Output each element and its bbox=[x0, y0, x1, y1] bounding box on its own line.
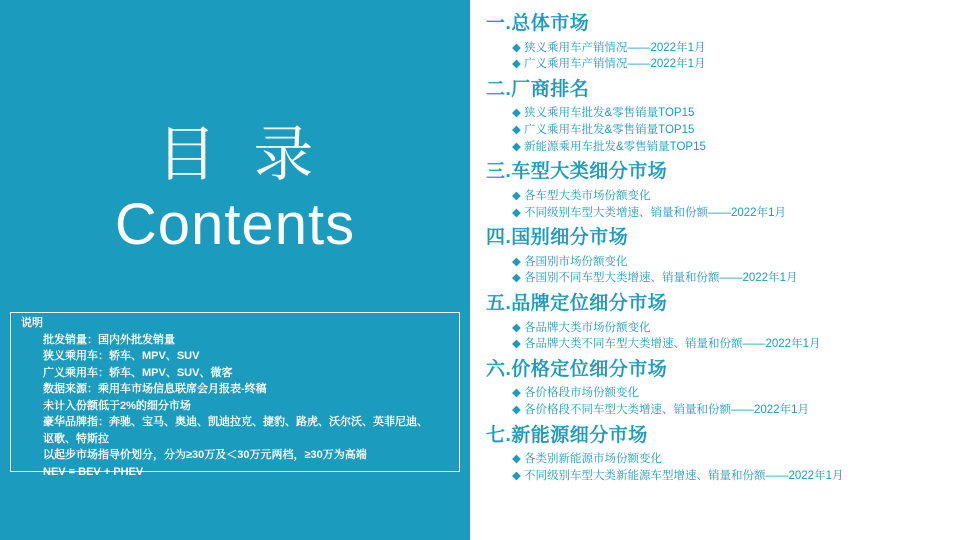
section-1 bbox=[486, 10, 952, 73]
list-item[interactable] bbox=[486, 336, 952, 353]
note-line: 广义乘用车：轿车、MPV、SUV、微客 bbox=[43, 366, 233, 379]
note-line: NEV = BEV + PHEV bbox=[43, 465, 144, 478]
section-4 bbox=[486, 224, 952, 287]
section-heading[interactable]: 五.品牌定位细分市场 bbox=[486, 293, 668, 315]
list-item[interactable] bbox=[486, 205, 952, 222]
diamond-bullet-icon: ◆ bbox=[512, 453, 521, 466]
note-line: 豪华品牌指：奔驰、宝马、奥迪、凯迪拉克、捷豹、路虎、沃尔沃、英菲尼迪、 bbox=[43, 416, 428, 429]
list-item[interactable] bbox=[486, 139, 952, 156]
diamond-bullet-icon: ◆ bbox=[512, 58, 521, 71]
diamond-bullet-icon: ◆ bbox=[512, 124, 521, 137]
list-item[interactable] bbox=[486, 105, 952, 122]
contents-list bbox=[470, 0, 960, 540]
diamond-bullet-icon: ◆ bbox=[512, 469, 521, 482]
list-item[interactable] bbox=[486, 385, 952, 402]
diamond-bullet-icon: ◆ bbox=[512, 107, 521, 120]
list-item[interactable] bbox=[486, 320, 952, 337]
section-heading[interactable]: 四.国别细分市场 bbox=[486, 227, 629, 249]
list-item-label: 不同级别车型大类新能源车型增速、销量和份额——2022年1月 bbox=[524, 469, 844, 482]
list-item[interactable] bbox=[486, 188, 952, 205]
diamond-bullet-icon: ◆ bbox=[512, 404, 521, 417]
list-item[interactable] bbox=[486, 451, 952, 468]
section-items bbox=[486, 188, 952, 221]
list-item-label: 广义乘用车批发&零售销量TOP15 bbox=[524, 124, 695, 137]
list-item-label: 狭义乘用车产销情况——2022年1月 bbox=[524, 41, 706, 54]
section-items bbox=[486, 385, 952, 418]
page-title bbox=[0, 120, 470, 257]
list-item-label: 各类别新能源市场份额变化 bbox=[524, 453, 662, 466]
section-items bbox=[486, 320, 952, 353]
diamond-bullet-icon: ◆ bbox=[512, 338, 521, 351]
page-title-en: Contents bbox=[114, 192, 356, 257]
section-items bbox=[486, 451, 952, 484]
diamond-bullet-icon: ◆ bbox=[512, 255, 521, 268]
list-item-label: 各价格段市场份额变化 bbox=[524, 387, 639, 400]
section-items bbox=[486, 105, 952, 155]
section-heading[interactable]: 三.车型大类细分市场 bbox=[486, 161, 668, 183]
note-line: 讴歌、特斯拉 bbox=[43, 432, 109, 445]
note-line: 数据来源：乘用车市场信息联席会月报表-终稿 bbox=[43, 383, 267, 396]
section-7 bbox=[486, 422, 952, 485]
section-3 bbox=[486, 158, 952, 221]
diamond-bullet-icon: ◆ bbox=[512, 41, 521, 54]
note-box bbox=[10, 312, 460, 478]
diamond-bullet-icon: ◆ bbox=[512, 206, 521, 219]
list-item-label: 各国别不同车型大类增速、销量和份额——2022年1月 bbox=[524, 272, 798, 285]
diamond-bullet-icon: ◆ bbox=[512, 387, 521, 400]
left-title-panel bbox=[0, 0, 470, 540]
list-item[interactable] bbox=[486, 254, 952, 271]
list-item-label: 新能源乘用车批发&零售销量TOP15 bbox=[524, 140, 706, 153]
list-item-label: 各品牌大类市场份额变化 bbox=[524, 321, 651, 334]
list-item[interactable] bbox=[486, 468, 952, 485]
section-heading[interactable]: 七.新能源细分市场 bbox=[486, 424, 648, 446]
list-item[interactable] bbox=[486, 122, 952, 139]
section-heading[interactable]: 六.价格定位细分市场 bbox=[486, 358, 668, 380]
list-item-label: 各价格段不同车型大类增速、销量和份额——2022年1月 bbox=[524, 404, 809, 417]
note-list bbox=[17, 332, 453, 481]
diamond-bullet-icon: ◆ bbox=[512, 272, 521, 285]
diamond-bullet-icon: ◆ bbox=[512, 321, 521, 334]
list-item-label: 狭义乘用车批发&零售销量TOP15 bbox=[524, 107, 695, 120]
page-title-cn: 目 录 bbox=[156, 121, 324, 188]
diamond-bullet-icon: ◆ bbox=[512, 189, 521, 202]
diamond-bullet-icon: ◆ bbox=[512, 140, 521, 153]
list-item[interactable] bbox=[486, 56, 952, 73]
list-item-label: 广义乘用车产销情况——2022年1月 bbox=[524, 58, 706, 71]
list-item-label: 各车型大类市场份额变化 bbox=[524, 189, 651, 202]
section-2 bbox=[486, 76, 952, 156]
list-item-label: 各品牌大类不同车型大类增速、销量和份额——2022年1月 bbox=[524, 338, 821, 351]
note-line: 以起步市场指导价划分，分为≥30万及＜30万元两档，≥30万为高端 bbox=[43, 449, 367, 462]
note-line: 狭义乘用车：轿车、MPV、SUV bbox=[43, 350, 200, 363]
note-label: 说明 bbox=[21, 317, 43, 329]
section-heading[interactable]: 二.厂商排名 bbox=[486, 78, 590, 100]
list-item-label: 各国别市场份额变化 bbox=[524, 255, 628, 268]
section-5 bbox=[486, 290, 952, 353]
list-item[interactable] bbox=[486, 402, 952, 419]
section-items bbox=[486, 254, 952, 287]
note-line: 未计入份额低于2%的细分市场 bbox=[43, 399, 191, 412]
list-item-label: 不同级别车型大类增速、销量和份额——2022年1月 bbox=[524, 206, 786, 219]
section-6 bbox=[486, 356, 952, 419]
list-item[interactable] bbox=[486, 40, 952, 57]
list-item[interactable] bbox=[486, 270, 952, 287]
note-line: 批发销量：国内外批发销量 bbox=[43, 333, 175, 346]
section-heading[interactable]: 一.总体市场 bbox=[486, 13, 590, 34]
section-items bbox=[486, 40, 952, 73]
